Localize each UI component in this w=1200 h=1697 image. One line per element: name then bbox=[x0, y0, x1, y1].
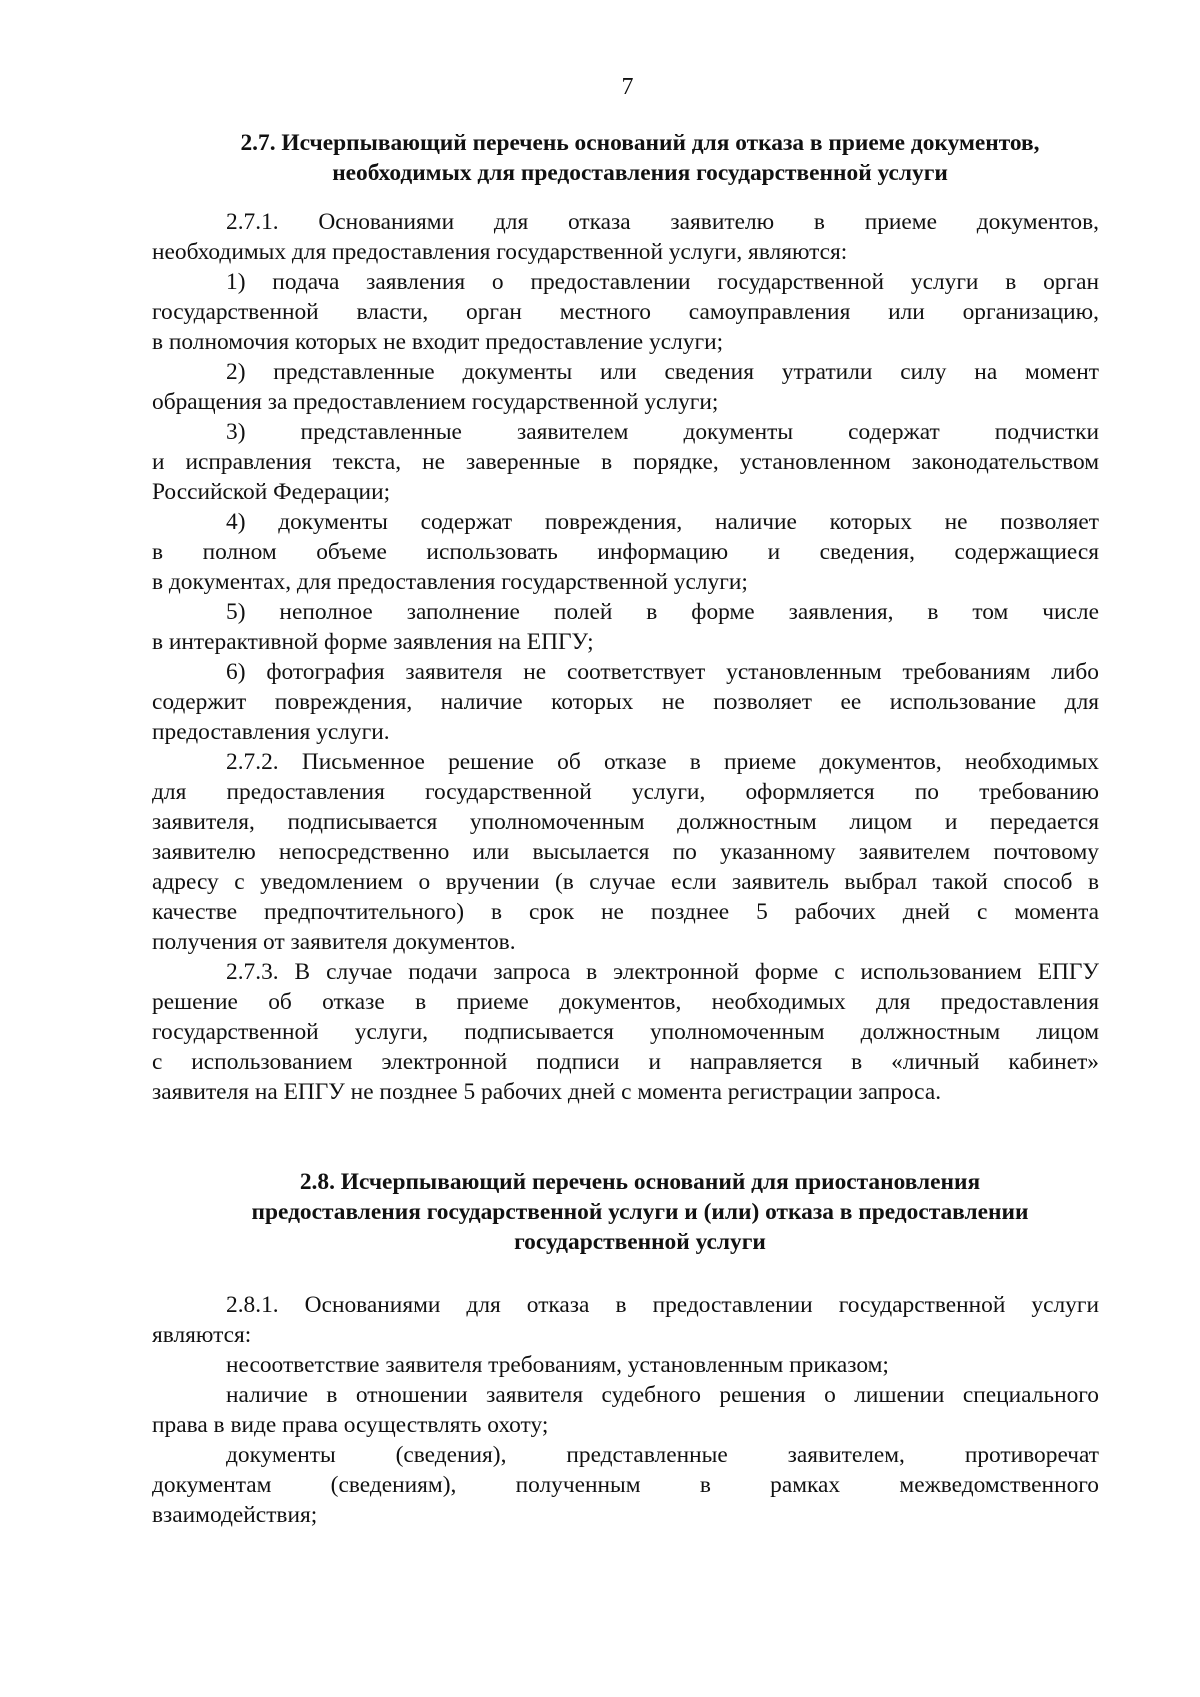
text-line: решение об отказе в приеме документов, необходимых для предоставления bbox=[152, 989, 1099, 1015]
list-item-line: и исправления текста, не заверенные в порядке, установленном законодательством bbox=[152, 449, 1099, 475]
list-item-line: 1) подача заявления о предоставлении государственной услуги в орган bbox=[226, 269, 1099, 295]
text-line: 2.7.2. Письменное решение об отказе в приеме документов, необходимых bbox=[226, 749, 1099, 775]
list-item-line: обращения за предоставлением государственной услуги; bbox=[152, 389, 719, 415]
section-2-7-heading bbox=[160, 128, 1120, 188]
list-item-line: в интерактивной форме заявления на ЕПГУ; bbox=[152, 629, 594, 655]
list-item-line: 6) фотография заявителя не соответствует установленным требованиям либо bbox=[226, 659, 1099, 685]
list-item-line: документы (сведения), представленные заявителем, противоречат bbox=[226, 1442, 1099, 1468]
text-line: заявителя на ЕПГУ не позднее 5 рабочих дней с момента регистрации запроса. bbox=[152, 1079, 942, 1105]
list-item-line: в полномочия которых не входит предоставление услуги; bbox=[152, 329, 724, 355]
section-2-8-heading bbox=[160, 1167, 1120, 1257]
list-item-line: 3) представленные заявителем документы содержат подчистки bbox=[226, 419, 1099, 445]
section-2-7-body bbox=[152, 207, 1099, 1107]
text-line: качестве предпочтительного) в срок не позднее 5 рабочих дней с момента bbox=[152, 899, 1099, 925]
list-item-line: Российской Федерации; bbox=[152, 479, 391, 505]
text-line: адресу с уведомлением о вручении (в случае если заявитель выбрал такой способ в bbox=[152, 869, 1099, 895]
text-line: 2.7.3. В случае подачи запроса в электронной форме с использованием ЕПГУ bbox=[226, 959, 1099, 985]
list-item-line: документам (сведениям), полученным в рамках межведомственного bbox=[152, 1472, 1099, 1498]
list-item-line: 4) документы содержат повреждения, наличие которых не позволяет bbox=[226, 509, 1099, 535]
heading-line: предоставления государственной услуги и (или) отказа в предоставлении bbox=[251, 1199, 1029, 1225]
text-line: заявителя, подписывается уполномоченным должностным лицом и передается bbox=[152, 809, 1099, 835]
list-item-line: в полном объеме использовать информацию и сведения, содержащиеся bbox=[152, 539, 1099, 565]
text-line: для предоставления государственной услуги, оформляется по требованию bbox=[152, 779, 1099, 805]
text-line: получения от заявителя документов. bbox=[152, 929, 516, 955]
heading-line: 2.7. Исчерпывающий перечень оснований для отказа в приеме документов, bbox=[240, 130, 1040, 156]
section-2-8-body bbox=[152, 1290, 1099, 1530]
text-line: необходимых для предоставления государственной услуги, являются: bbox=[152, 239, 848, 265]
list-item-line: в документах, для предоставления государственной услуги; bbox=[152, 569, 748, 595]
list-item-line: государственной власти, орган местного самоуправления или организацию, bbox=[152, 299, 1099, 325]
heading-line: 2.8. Исчерпывающий перечень оснований для приостановления bbox=[299, 1169, 981, 1195]
list-item-line: взаимодействия; bbox=[152, 1502, 318, 1528]
text-line: заявителю непосредственно или высылается по указанному заявителем почтовому bbox=[152, 839, 1099, 865]
list-item-line: наличие в отношении заявителя судебного решения о лишении специального bbox=[226, 1382, 1099, 1408]
heading-line: государственной услуги bbox=[514, 1229, 766, 1255]
list-item-line: содержит повреждения, наличие которых не позволяет ее использование для bbox=[152, 689, 1099, 715]
text-line: являются: bbox=[152, 1322, 252, 1348]
text-line: с использованием электронной подписи и направляется в «личный кабинет» bbox=[152, 1049, 1099, 1075]
heading-line: необходимых для предоставления государственной услуги bbox=[332, 160, 948, 186]
list-item-line: права в виде права осуществлять охоту; bbox=[152, 1412, 549, 1438]
list-item-line: несоответствие заявителя требованиям, установленным приказом; bbox=[226, 1352, 889, 1378]
list-item-line: предоставления услуги. bbox=[152, 719, 390, 745]
text-line: 2.8.1. Основаниями для отказа в предоставлении государственной услуги bbox=[226, 1292, 1099, 1318]
list-item-line: 2) представленные документы или сведения утратили силу на момент bbox=[226, 359, 1099, 385]
page-number: 7 bbox=[621, 74, 634, 100]
list-item-line: 5) неполное заполнение полей в форме заявления, в том числе bbox=[226, 599, 1099, 625]
text-line: 2.7.1. Основаниями для отказа заявителю в приеме документов, bbox=[226, 209, 1099, 235]
text-line: государственной услуги, подписывается уполномоченным должностным лицом bbox=[152, 1019, 1099, 1045]
